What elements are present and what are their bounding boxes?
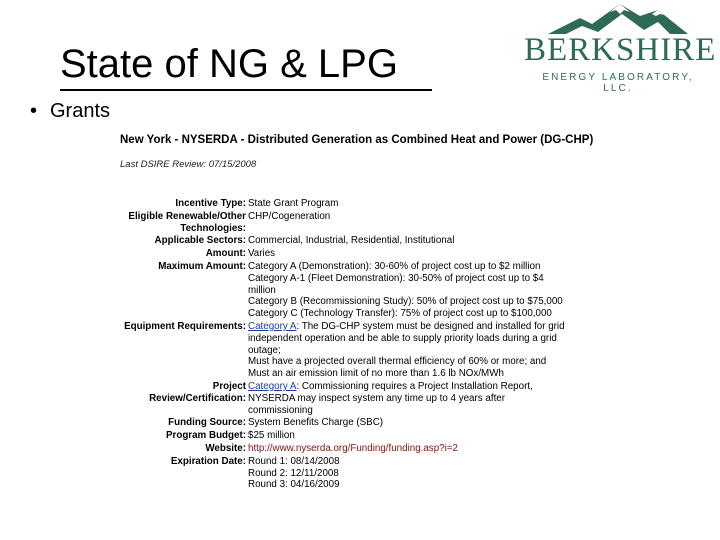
max-amount-row: Maximum Amount: Category A (Demonstration): 30-60% of project cost up to $2 million Category A-1 (Fleet Demonstration): 30-50% of project cost up to $4 million Category B (Recommissioning Study): 50% of project cost up to $75,000 Category C (Technology Transfer): 75% of project cost up to $100,000 bbox=[158, 260, 563, 320]
program-title: New York - NYSERDA - Distributed Generation as Combined Heat and Power (DG-CHP) bbox=[120, 134, 594, 146]
bullet-item bbox=[30, 100, 110, 123]
berkshire-logo bbox=[520, 2, 717, 102]
project-line-1 bbox=[248, 381, 616, 393]
eligible-row: Eligible Renewable/Other Technologies: CHP/Cogeneration bbox=[128, 210, 331, 234]
budget-row: Program Budget: $25 million bbox=[165, 430, 295, 442]
funding-row: Funding Source: System Benefits Charge (SBC) bbox=[168, 417, 384, 429]
mountain-icon bbox=[520, 2, 710, 36]
project-category-link[interactable]: Category A bbox=[248, 380, 297, 392]
logo-wordmark: BERKSHIRE bbox=[524, 32, 717, 68]
review-date: Last DSIRE Review: 07/15/2008 bbox=[120, 159, 257, 170]
website-link[interactable]: http://www.nyserda.org/Funding/funding.asp?i=2 bbox=[248, 442, 458, 454]
slide-title: State of NG & LPG bbox=[60, 42, 398, 86]
website-row: Website: http://www.nyserda.org/Funding/funding.asp?i=2 bbox=[205, 442, 458, 454]
bullet-text: Grants bbox=[50, 100, 111, 122]
equipment-text-1: : The DG-CHP system must be designed and installed for grid bbox=[296, 320, 565, 332]
equipment-row: Equipment Requirements: Category A: The DG-CHP system must be designed and installed for grid independent operation and be able to supply priority loads during a grid outage; Must have a projected overall thermal efficiency of 60% or more; and Must an air emission limit of no more than 1.6 lb NOx/MWh bbox=[116, 321, 616, 380]
project-review-row: Project Review/Certification: Category A: Commissioning requires a Project Installation Report, NYSERDA may inspect system any time up to 4 years after commissioning bbox=[116, 381, 616, 416]
amount-row: Amount: Varies bbox=[205, 248, 276, 260]
sectors-row: Applicable Sectors: Commercial, Industrial, Residential, Institutional bbox=[154, 235, 455, 247]
project-text-1: : Commissioning requires a Project Installation Report, bbox=[296, 380, 533, 392]
equipment-line-1 bbox=[248, 321, 616, 333]
program-summary bbox=[116, 134, 616, 491]
title-underline bbox=[60, 89, 432, 91]
expiration-row: Expiration Date: Round 1: 08/14/2008 Round 2: 12/11/2008 Round 3: 04/16/2009 bbox=[170, 455, 340, 491]
bullet-icon: • bbox=[30, 100, 38, 122]
logo-subtitle: ENERGY LABORATORY, LLC. bbox=[542, 72, 694, 94]
equipment-category-link[interactable]: Category A bbox=[248, 320, 297, 332]
incentive-type-row: Incentive Type: State Grant Program bbox=[175, 198, 339, 209]
